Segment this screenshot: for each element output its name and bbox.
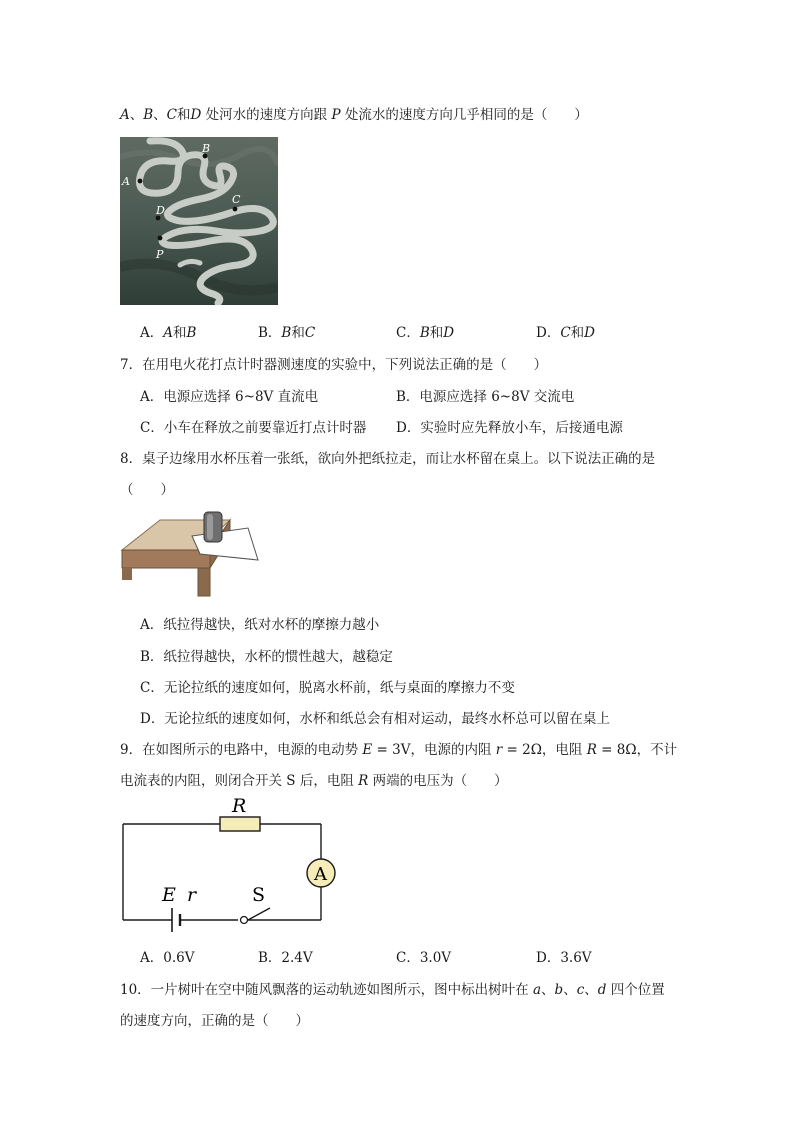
option-text: 和: [173, 325, 187, 341]
option-letter: B．: [258, 325, 282, 341]
label-D: D: [156, 204, 165, 217]
q10-stem-line2: 的速度方向，正确的是（ ）: [120, 1013, 309, 1029]
q10-stem-part: 、: [584, 982, 598, 998]
q6-stem-part: 处流水的速度方向几乎相同的是（ ）: [340, 107, 588, 123]
q6-stem-part: 处河水的速度方向跟: [201, 107, 332, 123]
circuit-label-S: S: [252, 884, 266, 906]
q8-option-c[interactable]: C．无论拉纸的速度如何，脱离水杯前，纸与桌面的摩擦力不变: [140, 680, 515, 696]
q10-stem-part: c: [576, 982, 585, 998]
q6-option-a[interactable]: [140, 321, 196, 341]
q6-option-c[interactable]: [396, 321, 454, 341]
q9-stem-part: = 8Ω，不计: [596, 742, 678, 758]
q9-stem-part: = 3V，电源的内阻: [372, 742, 496, 758]
q10-stem-part: d: [597, 982, 607, 998]
q9-stem-part: 电流表的内阻，则闭合开关 S 后，电阻: [120, 773, 359, 789]
label-C: C: [232, 193, 241, 206]
q10-stem-part: 、: [541, 982, 555, 998]
q9-stem-part: R: [586, 742, 597, 758]
option-text: 和: [429, 325, 444, 341]
river-aerial-photo: [120, 137, 278, 305]
option-letter: D．: [536, 325, 561, 341]
circuit-label-E: E: [162, 884, 176, 906]
circuit-diagram: [118, 792, 338, 934]
q9-option-d[interactable]: D．3.6V: [536, 950, 592, 966]
q9-option-b[interactable]: B．2.4V: [258, 950, 313, 966]
option-letter: C．: [396, 325, 420, 341]
q9-stem-part: = 2Ω，电阻: [502, 742, 587, 758]
q6-stem-part: C: [166, 107, 178, 123]
q7-option-d[interactable]: D．实验时应先释放小车，后接通电源: [396, 420, 623, 436]
circuit-label-A: A: [314, 864, 327, 885]
option-text: D: [584, 325, 595, 341]
q7-option-b[interactable]: B．电源应选择 6~8V 交流电: [396, 389, 575, 405]
q7-option-a[interactable]: A．电源应选择 6~8V 直流电: [140, 389, 319, 405]
q6-stem-part: 和: [177, 107, 191, 123]
table-cup-paper-figure: [120, 508, 265, 600]
q6-stem-part: P: [331, 107, 341, 123]
label-P: P: [156, 248, 164, 261]
label-B: B: [202, 142, 211, 155]
q6-stem-part: D: [190, 107, 202, 123]
q10-stem-part: a: [532, 982, 542, 998]
q8-option-a[interactable]: A．纸拉得越快，纸对水杯的摩擦力越小: [140, 617, 380, 633]
option-text: C: [560, 325, 571, 341]
q8-option-d[interactable]: D．无论拉纸的速度如何，水杯和纸总会有相对运动，最终水杯总可以留在桌上: [140, 711, 610, 727]
q6-stem-part: 、: [153, 107, 167, 123]
option-text: C: [304, 325, 316, 341]
q10-stem-line1: [120, 978, 665, 998]
q9-stem-line2: [120, 769, 508, 789]
q9-option-c[interactable]: C．3.0V: [396, 950, 452, 966]
option-text: B: [419, 325, 430, 341]
q9-stem-part: R: [358, 773, 369, 789]
q7-option-c[interactable]: C．小车在释放之前要靠近打点计时器: [140, 420, 367, 436]
option-text: D: [443, 325, 455, 341]
q6-stem-part: A: [120, 107, 130, 123]
q9-stem-part: E: [362, 742, 373, 758]
q6-option-b[interactable]: [258, 321, 315, 341]
q9-stem-line1: [120, 738, 677, 758]
q10-stem-part: b: [554, 982, 564, 998]
q9-option-a[interactable]: A．0.6V: [140, 950, 195, 966]
q6-stem: [120, 103, 588, 123]
option-text: 和: [291, 325, 305, 341]
q9-stem-part: r: [495, 742, 503, 758]
q10-stem-part: 10．一片树叶在空中随风飘落的运动轨迹如图所示，图中标出树叶在: [120, 982, 533, 998]
q6-stem-part: 、: [129, 107, 144, 123]
q8-stem-line1: 8．桌子边缘用水杯压着一张纸，欲向外把纸拉走，而让水杯留在桌上。以下说法正确的是: [120, 451, 656, 467]
option-text: B: [186, 325, 197, 341]
q9-stem-part: 9．在如图所示的电路中，电源的电动势: [120, 742, 363, 758]
q10-stem-part: 四个位置: [606, 982, 665, 998]
q7-stem: 7．在用电火花打点计时器测速度的实验中，下列说法正确的是（ ）: [120, 357, 548, 373]
q6-option-d[interactable]: [536, 321, 595, 341]
q9-stem-part: 两端的电压为（ ）: [368, 773, 508, 789]
q10-stem-part: 、: [563, 982, 577, 998]
option-letter: A．: [140, 325, 164, 341]
q8-option-b[interactable]: B．纸拉得越快，水杯的惯性越大，越稳定: [140, 649, 393, 665]
circuit-label-R: R: [232, 795, 247, 817]
option-text: A: [163, 325, 173, 341]
option-text: 和: [570, 325, 585, 341]
q8-stem-line2: （ ）: [120, 482, 174, 498]
circuit-label-r: r: [187, 884, 197, 906]
label-A: A: [122, 175, 130, 188]
q6-stem-part: B: [143, 107, 154, 123]
option-text: B: [281, 325, 292, 341]
